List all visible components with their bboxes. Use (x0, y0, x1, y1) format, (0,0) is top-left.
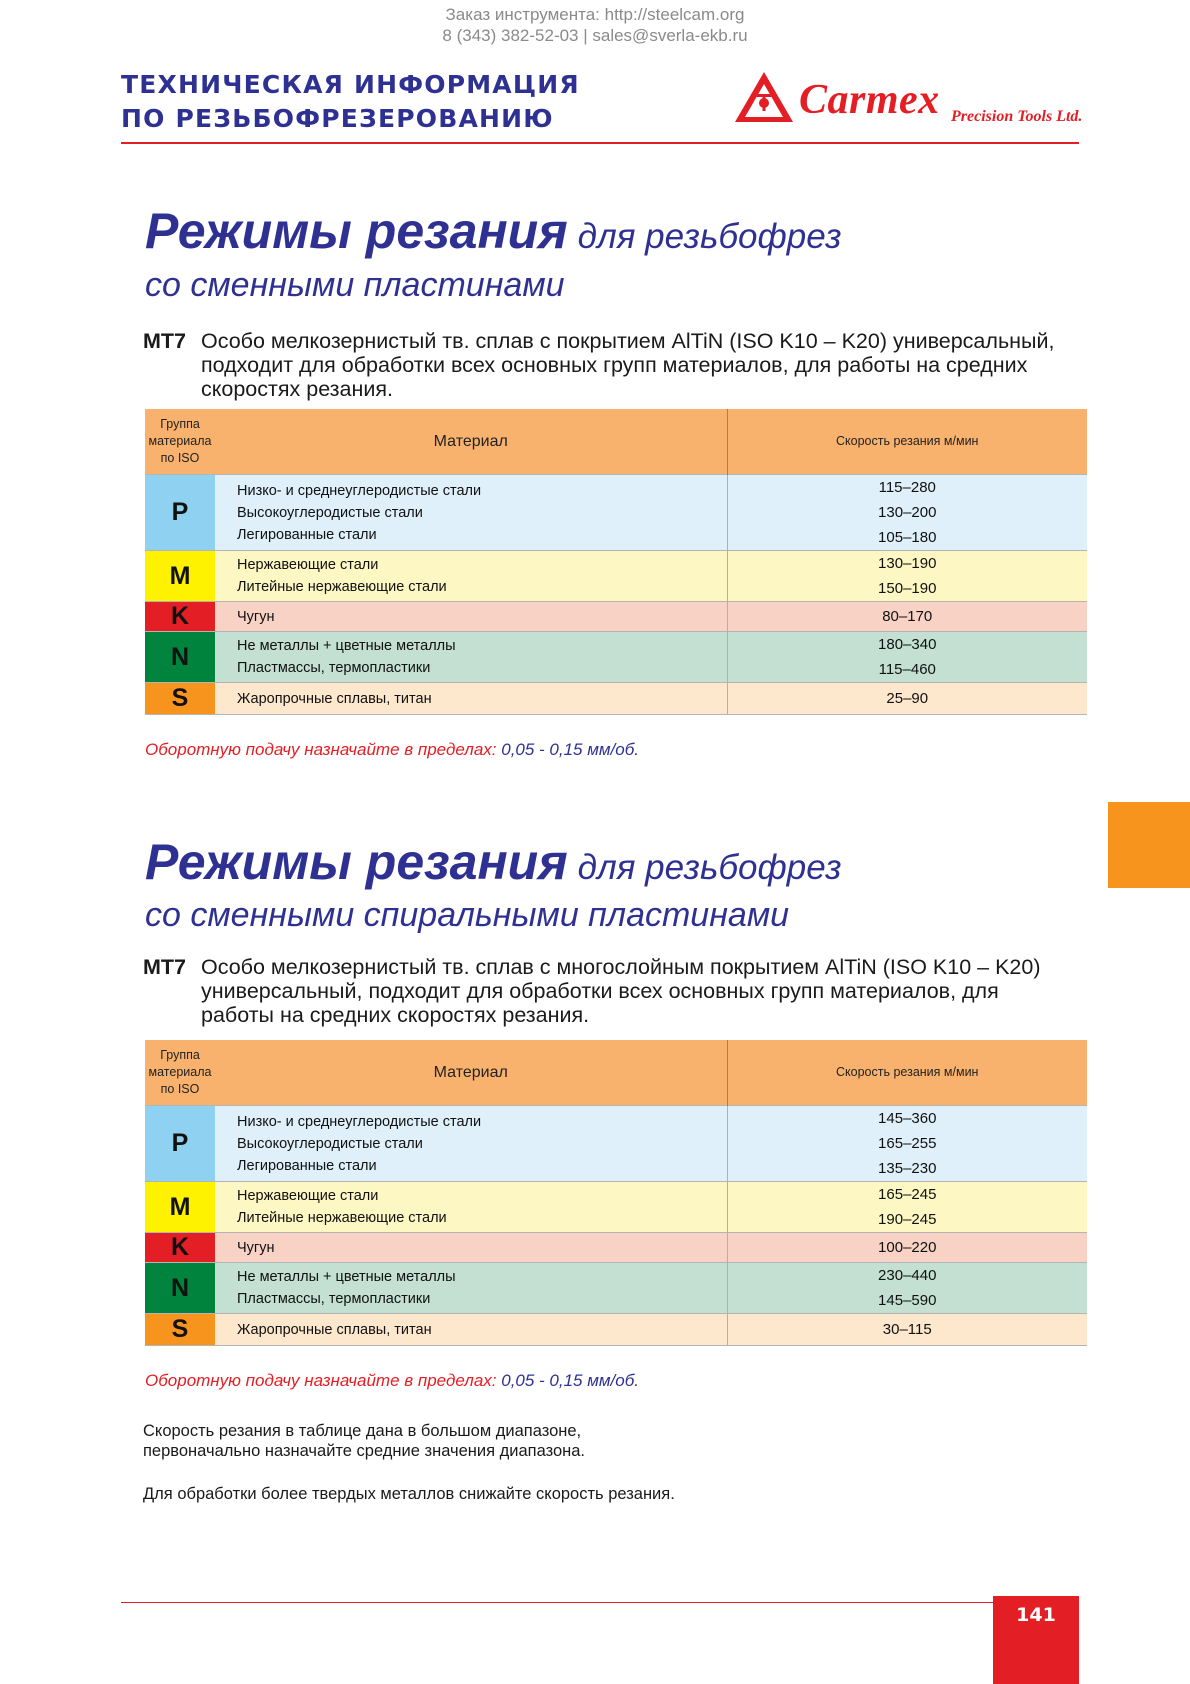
table-row (145, 1182, 1087, 1233)
speed-value: 80–170 (882, 608, 933, 625)
speed-cell (727, 475, 1087, 551)
section2-title (145, 833, 842, 891)
speed-cell (727, 1106, 1087, 1182)
section2-grade-code: MT7 (143, 955, 186, 979)
table-row (145, 1106, 1087, 1182)
material-cell (215, 1314, 727, 1346)
speed-value: 165–255 (878, 1135, 937, 1152)
section1-feed-note (145, 740, 639, 760)
speed-value: 190–245 (878, 1211, 937, 1228)
speed-range-note-line2: первоначально назначайте средние значения диапазона. (143, 1442, 586, 1460)
iso-group-m: M (145, 551, 215, 602)
speed-value: 135–230 (878, 1160, 937, 1177)
material-name: Литейные нержавеющие стали (237, 579, 447, 595)
speed-cell (727, 1263, 1087, 1314)
material-name: Не металлы + цветные металлы (237, 1269, 456, 1285)
speed-value: 180–340 (878, 636, 937, 653)
speed-value: 150–190 (878, 580, 937, 597)
speed-value: 230–440 (878, 1267, 937, 1284)
order-info (0, 4, 1190, 46)
material-cell (215, 683, 727, 715)
section-side-tab (1108, 802, 1190, 888)
speed-range-note (143, 1421, 585, 1461)
material-name: Низко- и среднеуглеродистые стали (237, 1113, 482, 1130)
speed-value: 115–460 (878, 661, 936, 678)
material-name: Высокоуглеродистые стали (237, 1135, 423, 1152)
footer-divider (121, 1602, 993, 1603)
iso-group-k: K (145, 1233, 215, 1263)
table-row (145, 602, 1087, 632)
material-name: Легированные стали (237, 1157, 377, 1174)
material-cell (215, 632, 727, 683)
header-title (121, 68, 580, 136)
section1-grade-code: MT7 (143, 329, 186, 353)
material-name: Пластмассы, термопластики (237, 1291, 431, 1307)
speed-value: 145–590 (878, 1292, 937, 1309)
iso-group-k: K (145, 602, 215, 632)
section1-title-main: Режимы резания (145, 203, 568, 259)
speed-cell (727, 632, 1087, 683)
material-cell (215, 602, 727, 632)
page-number: 141 (1016, 1604, 1056, 1626)
section1-title-suffix: для резьбофрез (577, 217, 842, 256)
material-name: Нержавеющие стали (237, 557, 379, 573)
material-cell (215, 551, 727, 602)
speed-cell (727, 602, 1087, 632)
logo-subtitle: Precision Tools Ltd. (951, 108, 1083, 125)
section2-speed-table (145, 1040, 1087, 1346)
table-row (145, 632, 1087, 683)
iso-group-p: P (145, 1106, 215, 1182)
material-name: Пластмассы, термопластики (237, 660, 431, 676)
material-cell (215, 1233, 727, 1263)
contact-line[interactable]: 8 (343) 382-52-03 | sales@sverla-ekb.ru (442, 26, 748, 45)
iso-group-n: N (145, 632, 215, 683)
section1-subtitle: со сменными пластинами (145, 266, 565, 304)
speed-range-note-line1: Скорость резания в таблице дана в большом диапазоне, (143, 1422, 582, 1440)
material-name: Низко- и среднеуглеродистые стали (237, 482, 482, 499)
section2-title-suffix: для резьбофрез (577, 848, 842, 887)
header-title-line1: ТЕХНИЧЕСКАЯ ИНФОРМАЦИЯ (121, 70, 580, 99)
material-name: Чугун (237, 608, 275, 625)
material-cell (215, 1263, 727, 1314)
section2-subtitle: со сменными спиральными пластинами (145, 896, 790, 934)
material-cell (215, 1182, 727, 1233)
section2-feed-value: 0,05 - 0,15 мм/об. (501, 1371, 640, 1390)
speed-value: 100–220 (878, 1239, 937, 1256)
cutting-speed-header: Скорость резания м/мин (727, 409, 1087, 475)
table-row (145, 1233, 1087, 1263)
material-cell (215, 475, 727, 551)
logo-brand: Carmex (799, 77, 940, 123)
section1-feed-label: Оборотную подачу назначайте в пределах: (145, 740, 497, 759)
speed-value: 105–180 (878, 529, 937, 546)
speed-value: 165–245 (878, 1186, 937, 1203)
hard-metals-note: Для обработки более твердых металлов снижайте скорость резания. (143, 1485, 675, 1503)
material-name: Литейные нержавеющие стали (237, 1210, 447, 1226)
cutting-speed-header: Скорость резания м/мин (727, 1040, 1087, 1106)
speed-cell (727, 1182, 1087, 1233)
iso-group-s: S (145, 1314, 215, 1346)
speed-cell (727, 551, 1087, 602)
speed-cell (727, 683, 1087, 715)
table-row (145, 1263, 1087, 1314)
section1-description-text: Особо мелкозернистый тв. сплав с покрытием AlTiN (ISO K10 – K20) универсальный, подходит для обработки всех основных групп материалов, для работы на средних скоростях резания. (201, 329, 1055, 401)
material-name: Жаропрочные сплавы, титан (237, 1321, 432, 1338)
material-name: Легированные стали (237, 526, 377, 543)
table-row (145, 551, 1087, 602)
carmex-logo (733, 70, 1089, 136)
iso-group-s: S (145, 683, 215, 715)
material-header: Материал (215, 409, 727, 475)
speed-value: 115–280 (878, 479, 936, 496)
material-name: Чугун (237, 1239, 275, 1256)
iso-group-header: Группа материала по ISO (145, 1040, 215, 1106)
material-header: Материал (215, 1040, 727, 1106)
speed-cell (727, 1314, 1087, 1346)
iso-group-m: M (145, 1182, 215, 1233)
section2-feed-note (145, 1371, 639, 1391)
speed-value: 145–360 (878, 1110, 937, 1127)
order-link[interactable]: Заказ инструмента: http://steelcam.org (445, 5, 745, 24)
material-name: Нержавеющие стали (237, 1188, 379, 1204)
table-row (145, 1314, 1087, 1346)
carmex-triangle-icon (733, 70, 795, 126)
material-name: Высокоуглеродистые стали (237, 504, 423, 521)
table-row (145, 683, 1087, 715)
speed-value: 130–190 (878, 555, 937, 572)
table-header-row (145, 1040, 1087, 1106)
section1-speed-table (145, 409, 1087, 715)
iso-group-n: N (145, 1263, 215, 1314)
iso-group-p: P (145, 475, 215, 551)
material-name: Не металлы + цветные металлы (237, 638, 456, 654)
material-name: Жаропрочные сплавы, титан (237, 690, 432, 707)
section2-description-text: Особо мелкозернистый тв. сплав с многослойным покрытием AlTiN (ISO K10 – K20) универсальный, подходит для обработки всех основных групп материалов, для работы на средних скоростях резания. (201, 955, 1041, 1027)
section2-feed-label: Оборотную подачу назначайте в пределах: (145, 1371, 497, 1390)
speed-value: 30–115 (882, 1321, 932, 1338)
section1-feed-value: 0,05 - 0,15 мм/об. (501, 740, 640, 759)
section1-title (145, 202, 842, 260)
material-cell (215, 1106, 727, 1182)
speed-value: 25–90 (886, 690, 929, 707)
speed-value: 130–200 (878, 504, 937, 521)
table-header-row (145, 409, 1087, 475)
table-row (145, 475, 1087, 551)
iso-group-header: Группа материала по ISO (145, 409, 215, 475)
section2-title-main: Режимы резания (145, 834, 568, 890)
header-divider (121, 142, 1079, 144)
speed-cell (727, 1233, 1087, 1263)
header-title-line2: ПО РЕЗЬБОФРЕЗЕРОВАНИЮ (121, 104, 554, 133)
